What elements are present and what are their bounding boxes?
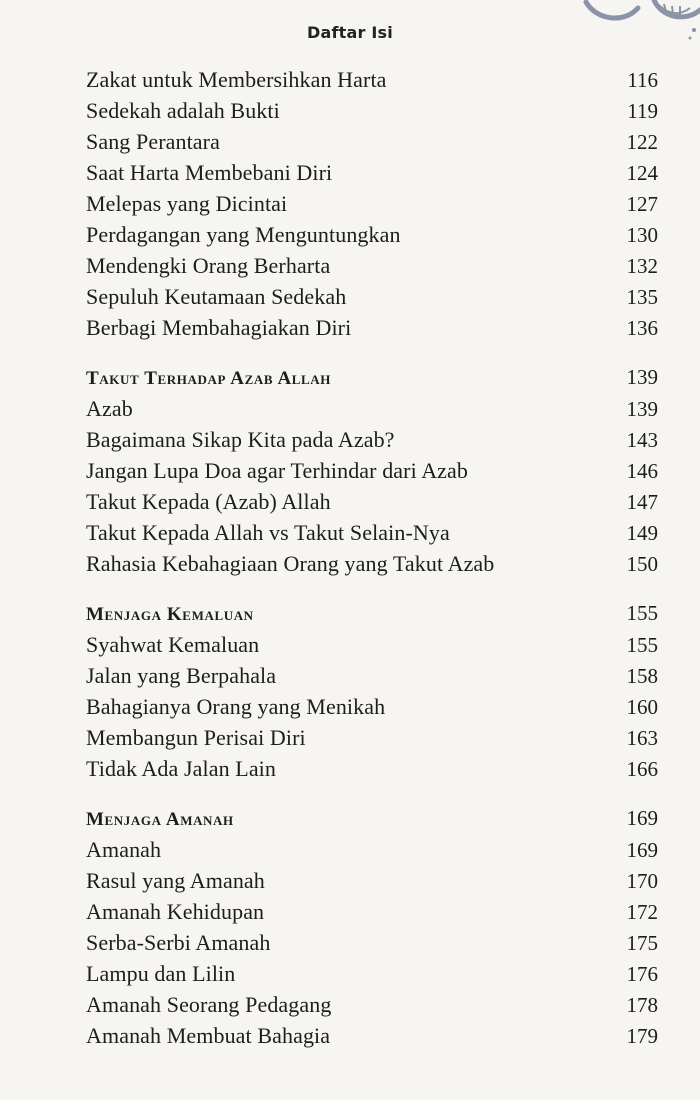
toc-entry [86,517,658,548]
toc-entry-page-number: 143 [626,428,658,452]
toc-entry [86,219,658,250]
toc-entry [86,1020,658,1051]
toc-entry-page-number: 163 [626,726,658,750]
toc-entry-page-number: 135 [626,285,658,309]
toc-entry [86,834,658,865]
toc-entry [86,548,658,579]
toc-entry [86,989,658,1020]
toc-entry [86,188,658,219]
toc-entry-title: Takut Kepada (Azab) Allah [86,489,331,514]
toc-section-heading [86,598,658,629]
toc-entry-title: Serba-Serbi Amanah [86,930,271,955]
toc-entry [86,393,658,424]
toc-entry-title: Takut Terhadap Azab Allah [86,368,332,389]
toc-entry-title: Rahasia Kebahagiaan Orang yang Takut Azab [86,551,495,576]
toc-entry-page-number: 147 [626,490,658,514]
toc-entry-title: Zakat untuk Membersihkan Harta [86,67,387,92]
page-title: Daftar Isi [307,23,393,42]
toc-section-heading [86,803,658,834]
toc-entry-page-number: 155 [626,601,658,625]
toc-entry-page-number: 166 [626,757,658,781]
toc-entry-title: Bahagianya Orang yang Menikah [86,694,386,719]
toc-entry-page-number: 172 [626,900,658,924]
toc-entry [86,629,658,660]
toc-entry [86,126,658,157]
toc-entry-page-number: 124 [626,161,658,185]
toc-entry-title: Membangun Perisai Diri [86,725,306,750]
toc-entry-page-number: 155 [626,633,658,657]
toc-entry-page-number: 158 [626,664,658,688]
toc-entry-page-number: 178 [626,993,658,1017]
toc-entry-title: Tidak Ada Jalan Lain [86,756,276,781]
toc-entry-title: Takut Kepada Allah vs Takut Selain-Nya [86,520,450,545]
toc-entry [86,424,658,455]
toc-entry [86,958,658,989]
toc-entry-page-number: 116 [627,68,658,92]
toc-entry-title: Mendengki Orang Berharta [86,253,331,278]
toc-entry-title: Syahwat Kemaluan [86,632,260,657]
toc-entry-page-number: 169 [626,838,658,862]
toc-entry-title: Lampu dan Lilin [86,961,236,986]
toc-entry-title: Jangan Lupa Doa agar Terhindar dari Azab [86,458,469,483]
toc-entry-title: Sepuluh Keutamaan Sedekah [86,284,347,309]
toc-entry [86,312,658,343]
toc-entry-page-number: 130 [626,223,658,247]
toc-entry-title: Rasul yang Amanah [86,868,265,893]
toc-entry-title: Amanah Seorang Pedagang [86,992,332,1017]
toc-entry [86,455,658,486]
toc-entry-title: Sang Perantara [86,129,220,154]
toc-entry-page-number: 176 [626,962,658,986]
toc-entry-title: Menjaga Kemaluan [86,604,254,625]
toc-entry-title: Amanah Kehidupan [86,899,265,924]
toc-entry-title: Menjaga Amanah [86,809,234,830]
toc-entry-title: Jalan yang Berpahala [86,663,277,688]
toc-section-heading [86,362,658,393]
toc-entry-title: Saat Harta Membebani Diri [86,160,333,185]
toc-entry-page-number: 150 [626,552,658,576]
toc-entry [86,927,658,958]
toc-entry-page-number: 119 [627,99,658,123]
toc-entry-page-number: 179 [626,1024,658,1048]
toc-entry-title: Perdagangan yang Menguntungkan [86,222,401,247]
toc-entry-page-number: 170 [626,869,658,893]
toc-entry-page-number: 160 [626,695,658,719]
toc-entry-page-number: 149 [626,521,658,545]
toc-entry [86,896,658,927]
toc-entry-page-number: 136 [626,316,658,340]
toc-entry-title: Sedekah adalah Bukti [86,98,280,123]
toc-entry-page-number: 169 [626,806,658,830]
toc-entry [86,691,658,722]
toc-entry-page-number: 146 [626,459,658,483]
toc-entry-page-number: 132 [626,254,658,278]
toc-entry [86,753,658,784]
toc-entry-page-number: 122 [626,130,658,154]
toc-entry [86,95,658,126]
toc-entry [86,865,658,896]
toc-entry-title: Amanah [86,837,162,862]
toc-entry-title: Amanah Membuat Bahagia [86,1023,331,1048]
toc-entry [86,64,658,95]
toc-entry-page-number: 139 [626,365,658,389]
toc-entry-page-number: 175 [626,931,658,955]
toc-entry [86,722,658,753]
toc-entry [86,486,658,517]
toc-entry-page-number: 139 [626,397,658,421]
toc-entry-title: Azab [86,396,133,421]
toc-entry-title: Melepas yang Dicintai [86,191,288,216]
toc-entry-title: Bagaimana Sikap Kita pada Azab? [86,427,395,452]
toc-entry-page-number: 127 [626,192,658,216]
toc-entry [86,250,658,281]
toc-entry-title: Berbagi Membahagiakan Diri [86,315,352,340]
toc-entry [86,660,658,691]
toc-entry [86,281,658,312]
toc-entry [86,157,658,188]
table-of-contents [86,64,658,1051]
